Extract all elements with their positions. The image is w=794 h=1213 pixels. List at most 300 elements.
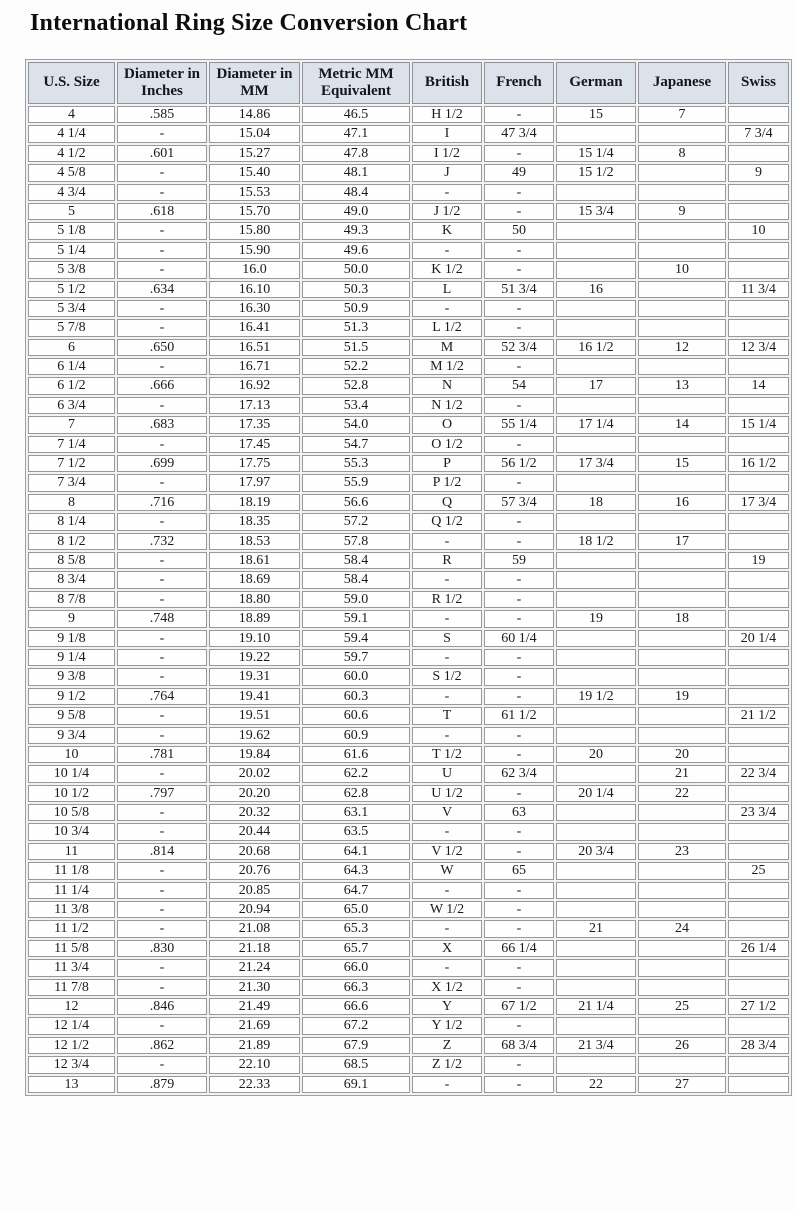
cell-french: 57 3/4 (484, 494, 554, 511)
table-row (28, 358, 789, 375)
table-row (28, 397, 789, 414)
cell-us-size: 9 (28, 610, 115, 627)
cell-diameter-inches: - (117, 513, 207, 530)
cell-us-size: 5 7/8 (28, 319, 115, 336)
cell-japanese (638, 630, 726, 647)
cell-us-size: 9 3/8 (28, 668, 115, 685)
cell-swiss: 19 (728, 552, 789, 569)
cell-french: - (484, 591, 554, 608)
cell-metric-mm: 50.3 (302, 281, 410, 298)
cell-diameter-inches: - (117, 1017, 207, 1034)
cell-metric-mm: 49.0 (302, 203, 410, 220)
cell-french: - (484, 1076, 554, 1093)
cell-us-size: 10 (28, 746, 115, 763)
cell-french: - (484, 513, 554, 530)
cell-french: 65 (484, 862, 554, 879)
cell-british: P 1/2 (412, 474, 482, 491)
cell-diameter-mm: 15.53 (209, 184, 300, 201)
cell-british: K 1/2 (412, 261, 482, 278)
column-header-us-size: U.S. Size (28, 62, 115, 104)
table-row (28, 998, 789, 1015)
cell-german (556, 649, 636, 666)
cell-french: - (484, 785, 554, 802)
cell-us-size: 6 3/4 (28, 397, 115, 414)
cell-swiss (728, 145, 789, 162)
cell-japanese: 17 (638, 533, 726, 550)
cell-japanese: 27 (638, 1076, 726, 1093)
cell-german: 21 (556, 920, 636, 937)
cell-metric-mm: 63.1 (302, 804, 410, 821)
cell-french: - (484, 920, 554, 937)
cell-british: W (412, 862, 482, 879)
cell-diameter-mm: 20.02 (209, 765, 300, 782)
cell-metric-mm: 64.7 (302, 882, 410, 899)
cell-diameter-inches: .601 (117, 145, 207, 162)
cell-diameter-inches: .764 (117, 688, 207, 705)
cell-metric-mm: 50.9 (302, 300, 410, 317)
cell-french: - (484, 261, 554, 278)
cell-us-size: 4 (28, 106, 115, 123)
table-row (28, 630, 789, 647)
cell-british: M 1/2 (412, 358, 482, 375)
cell-diameter-mm: 17.13 (209, 397, 300, 414)
cell-german (556, 300, 636, 317)
cell-swiss: 10 (728, 222, 789, 239)
cell-us-size: 6 1/4 (28, 358, 115, 375)
cell-japanese (638, 397, 726, 414)
cell-japanese (638, 125, 726, 142)
cell-metric-mm: 55.9 (302, 474, 410, 491)
cell-metric-mm: 52.2 (302, 358, 410, 375)
cell-metric-mm: 46.5 (302, 106, 410, 123)
cell-diameter-inches: .797 (117, 785, 207, 802)
cell-metric-mm: 54.7 (302, 436, 410, 453)
cell-french: - (484, 727, 554, 744)
cell-metric-mm: 65.0 (302, 901, 410, 918)
table-row (28, 765, 789, 782)
cell-british: X 1/2 (412, 979, 482, 996)
cell-us-size: 6 (28, 339, 115, 356)
cell-metric-mm: 61.6 (302, 746, 410, 763)
cell-diameter-mm: 16.51 (209, 339, 300, 356)
cell-swiss: 15 1/4 (728, 416, 789, 433)
cell-diameter-inches: - (117, 591, 207, 608)
cell-diameter-mm: 20.68 (209, 843, 300, 860)
cell-japanese (638, 959, 726, 976)
cell-diameter-mm: 20.44 (209, 823, 300, 840)
cell-diameter-inches: .748 (117, 610, 207, 627)
cell-british: U (412, 765, 482, 782)
cell-british: - (412, 242, 482, 259)
table-row (28, 164, 789, 181)
cell-metric-mm: 62.8 (302, 785, 410, 802)
cell-diameter-inches: - (117, 571, 207, 588)
table-row (28, 300, 789, 317)
cell-us-size: 7 1/4 (28, 436, 115, 453)
cell-us-size: 12 1/4 (28, 1017, 115, 1034)
cell-us-size: 11 3/8 (28, 901, 115, 918)
cell-metric-mm: 54.0 (302, 416, 410, 433)
cell-german: 18 1/2 (556, 533, 636, 550)
cell-japanese: 16 (638, 494, 726, 511)
cell-japanese: 19 (638, 688, 726, 705)
column-header-british: British (412, 62, 482, 104)
cell-japanese (638, 222, 726, 239)
cell-metric-mm: 55.3 (302, 455, 410, 472)
cell-metric-mm: 60.6 (302, 707, 410, 724)
cell-german (556, 862, 636, 879)
cell-diameter-mm: 16.92 (209, 377, 300, 394)
cell-swiss (728, 688, 789, 705)
cell-french: - (484, 959, 554, 976)
cell-diameter-mm: 20.32 (209, 804, 300, 821)
cell-french: - (484, 300, 554, 317)
column-header-metric-mm: Metric MM Equivalent (302, 62, 410, 104)
cell-british: - (412, 959, 482, 976)
cell-diameter-inches: - (117, 649, 207, 666)
cell-german: 15 (556, 106, 636, 123)
table-row (28, 339, 789, 356)
cell-french: 52 3/4 (484, 339, 554, 356)
cell-swiss (728, 261, 789, 278)
cell-japanese: 24 (638, 920, 726, 937)
column-header-german: German (556, 62, 636, 104)
cell-us-size: 12 (28, 998, 115, 1015)
cell-british: Y (412, 998, 482, 1015)
cell-swiss: 26 1/4 (728, 940, 789, 957)
cell-german: 16 (556, 281, 636, 298)
cell-diameter-inches: - (117, 707, 207, 724)
cell-diameter-inches: - (117, 668, 207, 685)
table-row (28, 668, 789, 685)
cell-us-size: 11 5/8 (28, 940, 115, 957)
cell-swiss (728, 533, 789, 550)
cell-diameter-inches: - (117, 727, 207, 744)
cell-french: - (484, 649, 554, 666)
cell-metric-mm: 47.1 (302, 125, 410, 142)
cell-british: W 1/2 (412, 901, 482, 918)
cell-french: - (484, 746, 554, 763)
cell-swiss (728, 184, 789, 201)
cell-british: V 1/2 (412, 843, 482, 860)
table-row (28, 1037, 789, 1054)
cell-diameter-mm: 19.31 (209, 668, 300, 685)
cell-diameter-inches: - (117, 222, 207, 239)
cell-diameter-mm: 20.20 (209, 785, 300, 802)
cell-british: R (412, 552, 482, 569)
cell-japanese (638, 979, 726, 996)
cell-french: - (484, 882, 554, 899)
cell-german (556, 668, 636, 685)
cell-diameter-inches: - (117, 184, 207, 201)
cell-metric-mm: 48.4 (302, 184, 410, 201)
cell-french: - (484, 242, 554, 259)
cell-metric-mm: 64.1 (302, 843, 410, 860)
cell-japanese: 18 (638, 610, 726, 627)
cell-german: 21 3/4 (556, 1037, 636, 1054)
cell-metric-mm: 59.1 (302, 610, 410, 627)
cell-french: - (484, 474, 554, 491)
cell-us-size: 5 (28, 203, 115, 220)
cell-british: T (412, 707, 482, 724)
cell-diameter-inches: - (117, 300, 207, 317)
cell-german: 15 3/4 (556, 203, 636, 220)
cell-diameter-mm: 19.84 (209, 746, 300, 763)
cell-us-size: 8 1/4 (28, 513, 115, 530)
table-row (28, 281, 789, 298)
cell-metric-mm: 58.4 (302, 552, 410, 569)
cell-german: 17 (556, 377, 636, 394)
cell-diameter-mm: 17.35 (209, 416, 300, 433)
cell-diameter-mm: 19.51 (209, 707, 300, 724)
cell-german (556, 242, 636, 259)
cell-diameter-mm: 17.45 (209, 436, 300, 453)
table-row (28, 920, 789, 937)
cell-us-size: 9 1/8 (28, 630, 115, 647)
cell-diameter-inches: - (117, 823, 207, 840)
cell-us-size: 8 7/8 (28, 591, 115, 608)
cell-japanese (638, 823, 726, 840)
cell-german: 19 (556, 610, 636, 627)
table-row (28, 610, 789, 627)
cell-french: - (484, 319, 554, 336)
cell-diameter-inches: - (117, 862, 207, 879)
cell-german (556, 707, 636, 724)
cell-swiss (728, 319, 789, 336)
cell-french: 50 (484, 222, 554, 239)
cell-japanese (638, 668, 726, 685)
cell-german: 17 1/4 (556, 416, 636, 433)
cell-diameter-mm: 14.86 (209, 106, 300, 123)
table-row (28, 862, 789, 879)
table-row (28, 242, 789, 259)
cell-diameter-mm: 18.35 (209, 513, 300, 530)
cell-british: R 1/2 (412, 591, 482, 608)
cell-swiss (728, 610, 789, 627)
cell-diameter-inches: - (117, 474, 207, 491)
table-row (28, 688, 789, 705)
cell-swiss: 21 1/2 (728, 707, 789, 724)
cell-us-size: 8 3/4 (28, 571, 115, 588)
cell-metric-mm: 48.1 (302, 164, 410, 181)
cell-swiss (728, 727, 789, 744)
table-row (28, 843, 789, 860)
cell-swiss: 7 3/4 (728, 125, 789, 142)
cell-japanese (638, 552, 726, 569)
cell-german (556, 1017, 636, 1034)
cell-us-size: 4 3/4 (28, 184, 115, 201)
cell-french: - (484, 358, 554, 375)
table-row (28, 145, 789, 162)
cell-japanese (638, 882, 726, 899)
cell-us-size: 7 3/4 (28, 474, 115, 491)
table-row (28, 222, 789, 239)
cell-us-size: 11 7/8 (28, 979, 115, 996)
cell-swiss (728, 571, 789, 588)
cell-metric-mm: 64.3 (302, 862, 410, 879)
cell-swiss (728, 882, 789, 899)
cell-british: Q 1/2 (412, 513, 482, 530)
cell-us-size: 11 1/2 (28, 920, 115, 937)
table-row (28, 106, 789, 123)
cell-diameter-mm: 17.75 (209, 455, 300, 472)
cell-german (556, 804, 636, 821)
cell-diameter-inches: .830 (117, 940, 207, 957)
cell-diameter-inches: .781 (117, 746, 207, 763)
cell-metric-mm: 67.9 (302, 1037, 410, 1054)
cell-metric-mm: 63.5 (302, 823, 410, 840)
table-row (28, 494, 789, 511)
cell-german (556, 901, 636, 918)
cell-swiss (728, 785, 789, 802)
cell-diameter-inches: - (117, 261, 207, 278)
cell-french: - (484, 1056, 554, 1073)
cell-diameter-inches: .814 (117, 843, 207, 860)
cell-british: O (412, 416, 482, 433)
cell-diameter-mm: 19.22 (209, 649, 300, 666)
cell-swiss: 27 1/2 (728, 998, 789, 1015)
cell-british: J (412, 164, 482, 181)
cell-diameter-inches: .618 (117, 203, 207, 220)
cell-german (556, 125, 636, 142)
cell-swiss (728, 1017, 789, 1034)
table-row (28, 707, 789, 724)
cell-japanese (638, 164, 726, 181)
cell-swiss: 20 1/4 (728, 630, 789, 647)
cell-german (556, 1056, 636, 1073)
cell-diameter-mm: 18.80 (209, 591, 300, 608)
cell-metric-mm: 56.6 (302, 494, 410, 511)
cell-british: - (412, 688, 482, 705)
cell-french: - (484, 203, 554, 220)
cell-french: - (484, 145, 554, 162)
cell-british: Z 1/2 (412, 1056, 482, 1073)
cell-diameter-mm: 22.10 (209, 1056, 300, 1073)
cell-diameter-mm: 16.41 (209, 319, 300, 336)
cell-japanese (638, 319, 726, 336)
cell-french: - (484, 1017, 554, 1034)
cell-diameter-inches: .666 (117, 377, 207, 394)
table-row (28, 882, 789, 899)
cell-diameter-mm: 15.70 (209, 203, 300, 220)
cell-german (556, 979, 636, 996)
cell-swiss (728, 513, 789, 530)
cell-diameter-mm: 18.19 (209, 494, 300, 511)
cell-metric-mm: 66.6 (302, 998, 410, 1015)
column-header-swiss: Swiss (728, 62, 789, 104)
column-header-japanese: Japanese (638, 62, 726, 104)
cell-metric-mm: 57.8 (302, 533, 410, 550)
cell-metric-mm: 50.0 (302, 261, 410, 278)
cell-british: S (412, 630, 482, 647)
cell-diameter-mm: 18.69 (209, 571, 300, 588)
cell-british: - (412, 920, 482, 937)
cell-diameter-mm: 15.27 (209, 145, 300, 162)
cell-us-size: 4 5/8 (28, 164, 115, 181)
cell-japanese (638, 862, 726, 879)
cell-british: - (412, 823, 482, 840)
cell-british: X (412, 940, 482, 957)
cell-swiss (728, 242, 789, 259)
cell-german: 20 (556, 746, 636, 763)
cell-british: - (412, 649, 482, 666)
cell-british: P (412, 455, 482, 472)
cell-german: 22 (556, 1076, 636, 1093)
cell-diameter-inches: .716 (117, 494, 207, 511)
cell-swiss (728, 358, 789, 375)
cell-diameter-inches: .634 (117, 281, 207, 298)
cell-diameter-inches: .650 (117, 339, 207, 356)
cell-british: N (412, 377, 482, 394)
cell-german: 15 1/2 (556, 164, 636, 181)
cell-metric-mm: 65.3 (302, 920, 410, 937)
cell-japanese: 8 (638, 145, 726, 162)
cell-german: 16 1/2 (556, 339, 636, 356)
table-row (28, 649, 789, 666)
cell-german (556, 513, 636, 530)
cell-us-size: 4 1/2 (28, 145, 115, 162)
cell-japanese: 13 (638, 377, 726, 394)
cell-british: I 1/2 (412, 145, 482, 162)
table-row (28, 436, 789, 453)
cell-diameter-inches: - (117, 1056, 207, 1073)
cell-us-size: 5 3/4 (28, 300, 115, 317)
cell-diameter-inches: - (117, 358, 207, 375)
cell-diameter-mm: 21.18 (209, 940, 300, 957)
cell-japanese: 10 (638, 261, 726, 278)
cell-british: - (412, 610, 482, 627)
cell-metric-mm: 53.4 (302, 397, 410, 414)
cell-french: 66 1/4 (484, 940, 554, 957)
cell-swiss: 16 1/2 (728, 455, 789, 472)
cell-french: - (484, 571, 554, 588)
cell-german: 18 (556, 494, 636, 511)
table-row (28, 184, 789, 201)
cell-british: U 1/2 (412, 785, 482, 802)
cell-german: 20 1/4 (556, 785, 636, 802)
cell-metric-mm: 68.5 (302, 1056, 410, 1073)
cell-swiss: 28 3/4 (728, 1037, 789, 1054)
cell-german: 15 1/4 (556, 145, 636, 162)
cell-japanese (638, 901, 726, 918)
cell-british: - (412, 533, 482, 550)
cell-french: - (484, 436, 554, 453)
cell-japanese (638, 571, 726, 588)
cell-swiss: 9 (728, 164, 789, 181)
cell-diameter-mm: 16.71 (209, 358, 300, 375)
cell-metric-mm: 52.8 (302, 377, 410, 394)
table-row (28, 727, 789, 744)
cell-metric-mm: 60.3 (302, 688, 410, 705)
cell-japanese: 20 (638, 746, 726, 763)
cell-french: 61 1/2 (484, 707, 554, 724)
cell-japanese (638, 1017, 726, 1034)
table-row (28, 940, 789, 957)
cell-british: T 1/2 (412, 746, 482, 763)
cell-german (556, 591, 636, 608)
conversion-table (25, 59, 792, 1096)
cell-french: 55 1/4 (484, 416, 554, 433)
cell-swiss (728, 649, 789, 666)
cell-british: - (412, 727, 482, 744)
cell-swiss (728, 474, 789, 491)
cell-diameter-mm: 15.90 (209, 242, 300, 259)
cell-japanese: 25 (638, 998, 726, 1015)
cell-diameter-inches: - (117, 920, 207, 937)
table-row (28, 533, 789, 550)
cell-diameter-mm: 19.62 (209, 727, 300, 744)
cell-diameter-inches: - (117, 552, 207, 569)
